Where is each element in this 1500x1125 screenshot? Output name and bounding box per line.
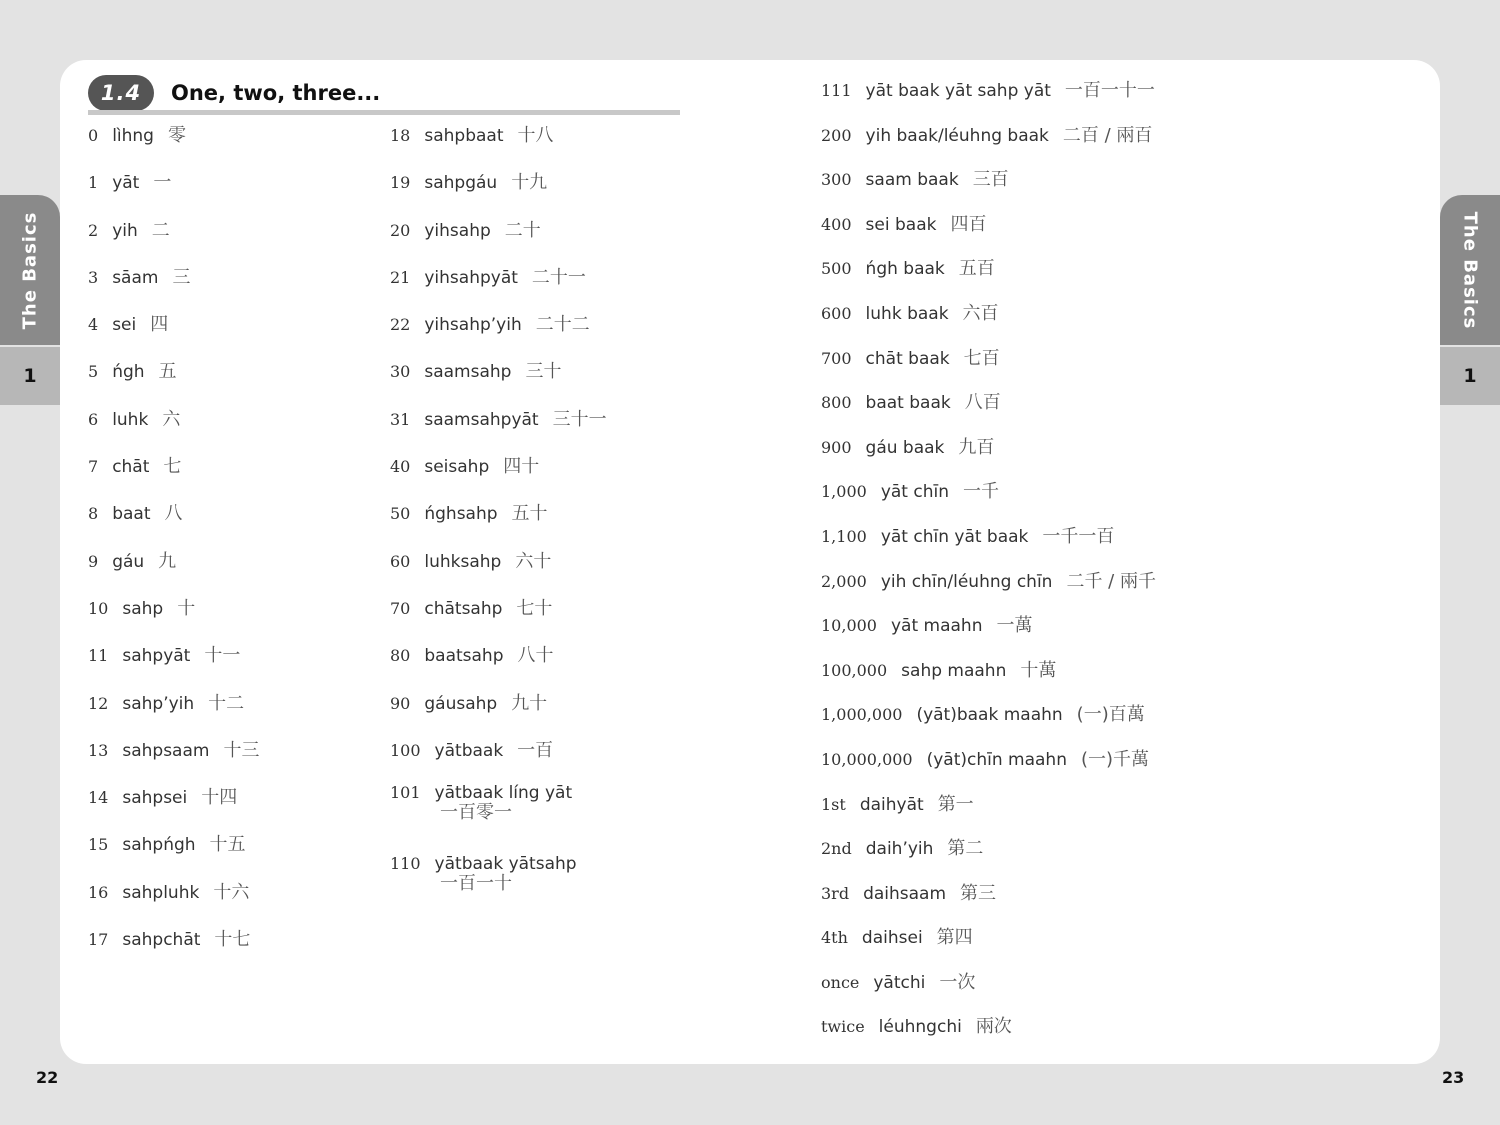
item-romanization: yātbaak yātsahp (434, 854, 577, 875)
item-romanization: saam baak (865, 170, 959, 191)
item-chinese: 七 (163, 456, 182, 478)
list-item (390, 854, 607, 925)
item-chinese: 一百一十 (440, 873, 512, 895)
item-romanization: (yāt)chīn maahn (926, 749, 1067, 770)
item-number: 10 (88, 598, 109, 618)
item-romanization: gáu (112, 551, 145, 572)
item-number: 500 (821, 259, 852, 279)
list-item (88, 405, 259, 452)
item-chinese: 二千 / 兩千 (1066, 570, 1156, 592)
list-item (821, 477, 1156, 522)
item-chinese: 一百 (517, 739, 554, 761)
item-chinese: 十五 (209, 834, 246, 856)
item-romanization: ńghsahp (424, 504, 498, 525)
item-chinese: 六百 (962, 302, 999, 324)
item-chinese: 十八 (517, 125, 554, 146)
chapter-tab-right (1440, 195, 1500, 345)
item-chinese: 五 (158, 361, 177, 383)
list-item (821, 433, 1156, 478)
item-number: 18 (390, 126, 411, 145)
item-romanization: ńgh (112, 362, 145, 383)
item-number: 40 (390, 457, 411, 477)
list-item (390, 263, 607, 310)
item-number: 2,000 (821, 571, 867, 591)
item-romanization: saamsahp (424, 362, 512, 383)
item-chinese: 八十 (517, 645, 554, 667)
item-romanization: yih baak/léuhng baak (865, 125, 1049, 146)
page-number-left: 22 (36, 1068, 59, 1087)
item-number: twice (821, 1017, 865, 1037)
item-number: 10,000 (821, 616, 877, 636)
list-item (88, 121, 259, 168)
item-romanization: sahp’yih (122, 693, 195, 714)
item-number: 8 (88, 504, 99, 524)
item-chinese: 九 (158, 550, 177, 572)
list-item (88, 925, 259, 972)
item-chinese: 四十 (503, 456, 540, 478)
item-romanization: daihyāt (859, 794, 924, 815)
item-chinese: 三百 (972, 169, 1009, 191)
item-romanization: sahp maahn (901, 660, 1007, 681)
item-number: 12 (88, 693, 109, 713)
item-number: 70 (390, 598, 411, 618)
list-item (821, 299, 1156, 344)
item-chinese: 三十一 (552, 408, 607, 430)
item-chinese: 一千一百 (1042, 525, 1115, 547)
page-background (60, 60, 1440, 1064)
item-chinese: 七十 (516, 597, 553, 619)
list-item (390, 168, 607, 215)
item-chinese: 一次 (939, 971, 976, 993)
list-item (821, 254, 1156, 299)
item-chinese: 三 (172, 266, 191, 288)
item-chinese: 零 (167, 125, 186, 146)
item-number: 1,000 (821, 482, 867, 502)
item-number: 111 (821, 81, 852, 100)
list-item (821, 344, 1156, 389)
list-item (88, 499, 259, 546)
item-chinese: 一百零一 (440, 802, 512, 824)
item-chinese: 五百 (958, 258, 995, 280)
list-item (821, 656, 1156, 701)
item-chinese: 十一 (204, 645, 241, 667)
section-title: One, two, three... (171, 81, 381, 105)
item-chinese: 第三 (960, 882, 997, 904)
item-romanization: yihsahpyāt (424, 267, 518, 288)
item-number: 400 (821, 214, 852, 234)
item-romanization: sahpsei (122, 788, 188, 809)
item-number: 5 (88, 362, 99, 382)
list-item (821, 76, 1156, 121)
list-item (390, 547, 607, 594)
list-item (821, 790, 1156, 835)
item-number: 600 (821, 303, 852, 323)
item-romanization: chāt baak (865, 348, 950, 369)
item-romanization: léuhngchi (878, 1017, 962, 1038)
item-romanization: (yāt)baak maahn (916, 705, 1063, 726)
item-number: 14 (88, 788, 109, 808)
item-number: 19 (390, 173, 411, 193)
list-item (390, 452, 607, 499)
list-item (88, 689, 259, 736)
item-romanization: sei baak (865, 214, 937, 235)
item-number: 7 (88, 457, 99, 477)
item-chinese: 十 (177, 597, 196, 619)
item-number: 900 (821, 437, 852, 457)
item-romanization: yih (112, 220, 138, 241)
list-item (88, 452, 259, 499)
item-number: 1st (821, 794, 846, 814)
item-number: 1 (88, 173, 99, 193)
item-romanization: daih’yih (865, 839, 934, 860)
list-item (88, 310, 259, 357)
item-number: 3rd (821, 883, 850, 903)
item-romanization: baat baak (865, 393, 951, 414)
item-romanization: saamsahpyāt (424, 409, 539, 430)
list-item (88, 830, 259, 877)
item-number: 0 (88, 126, 99, 145)
item-chinese: 四百 (950, 213, 987, 235)
item-number: 2nd (821, 839, 852, 859)
item-romanization: sahpsaam (122, 740, 210, 761)
list-item (821, 923, 1156, 968)
list-item (821, 388, 1156, 433)
list-item (88, 547, 259, 594)
item-chinese: 二十一 (531, 266, 586, 288)
item-chinese: 十七 (214, 929, 251, 951)
item-romanization: baatsahp (424, 646, 504, 667)
item-number: 20 (390, 220, 411, 240)
list-item (821, 567, 1156, 612)
item-chinese: 二十 (504, 219, 541, 241)
list-item (821, 879, 1156, 924)
item-romanization: sāam (112, 267, 159, 288)
item-romanization: yāt chīn (880, 482, 949, 503)
item-number: 110 (390, 854, 421, 874)
list-item (390, 121, 607, 168)
item-chinese: 二 (151, 219, 170, 241)
list-item (88, 641, 259, 688)
item-chinese: 四 (150, 314, 169, 336)
list-item (390, 310, 607, 357)
item-number: 16 (88, 882, 109, 902)
item-romanization: luhk baak (865, 303, 949, 324)
list-item (390, 594, 607, 641)
item-number: 9 (88, 551, 99, 571)
item-chinese: 八百 (964, 392, 1001, 414)
item-number: 60 (390, 551, 411, 571)
item-romanization: yāt baak yāt sahp yāt (865, 81, 1051, 101)
list-item (88, 168, 259, 215)
item-number: 700 (821, 348, 852, 368)
item-number: 22 (390, 315, 411, 335)
list-item (821, 834, 1156, 879)
item-romanization: sahpńgh (122, 835, 196, 856)
list-item (390, 689, 607, 736)
section-header (88, 73, 380, 113)
item-romanization: ńgh baak (865, 259, 945, 280)
item-chinese: 二百 / 兩百 (1062, 124, 1153, 146)
list-item (88, 594, 259, 641)
item-chinese: 五十 (511, 503, 548, 525)
item-number: 30 (390, 362, 411, 382)
list-item (390, 357, 607, 404)
item-number: 100,000 (821, 660, 888, 680)
item-number: 4th (821, 928, 848, 948)
list-item (821, 522, 1156, 567)
item-romanization: baat (112, 504, 151, 525)
list-item (88, 263, 259, 310)
list-item (88, 736, 259, 783)
item-chinese: 一萬 (996, 615, 1033, 637)
list-item (390, 405, 607, 452)
item-number: 4 (88, 315, 99, 335)
item-romanization: sahpyāt (122, 646, 191, 667)
item-romanization: yihsahp (424, 220, 491, 241)
chapter-number-left: 1 (0, 347, 60, 405)
list-item (390, 499, 607, 546)
item-chinese: 六 (162, 408, 181, 430)
list-item (821, 968, 1156, 1013)
item-number: 21 (390, 267, 411, 287)
list-item (821, 700, 1156, 745)
item-romanization: yāt maahn (890, 616, 983, 637)
item-romanization: sahpluhk (122, 882, 200, 903)
item-chinese: 十三 (223, 739, 260, 761)
section-number-badge: 1.4 (88, 75, 154, 111)
list-item (88, 357, 259, 404)
item-romanization: gáusahp (424, 693, 498, 714)
item-romanization: yātbaak (434, 740, 504, 761)
list-item (821, 165, 1156, 210)
list-item (821, 745, 1156, 790)
item-chinese: 十二 (208, 692, 245, 714)
item-chinese: 兩次 (975, 1016, 1012, 1038)
item-romanization: sahp (122, 598, 164, 619)
title-underline (88, 110, 680, 115)
item-number: 200 (821, 125, 852, 145)
chapter-tab-left (0, 195, 60, 345)
chapter-tab-label: The Basics (19, 211, 41, 329)
item-number: 1,100 (821, 526, 867, 546)
list-item (88, 783, 259, 830)
list-item (390, 736, 607, 783)
item-chinese: 一百一十一 (1064, 80, 1155, 101)
item-chinese: 十四 (201, 787, 238, 809)
item-number: 50 (390, 504, 411, 524)
item-romanization: gáu baak (865, 437, 945, 458)
item-number: 10,000,000 (821, 749, 913, 769)
item-chinese: 一 (153, 172, 172, 194)
item-romanization: sahpgáu (424, 173, 498, 194)
item-number: 13 (88, 740, 109, 760)
list-item (821, 1012, 1156, 1057)
list-item (821, 121, 1156, 166)
numbers-column-2 (390, 121, 607, 925)
item-romanization: sahpbaat (424, 126, 504, 146)
item-chinese: 六十 (515, 550, 552, 572)
item-number: 3 (88, 267, 99, 287)
item-chinese: 十萬 (1020, 659, 1057, 681)
item-chinese: 第二 (947, 838, 984, 860)
item-romanization: yātchi (873, 972, 926, 993)
chapter-number-right: 1 (1440, 347, 1500, 405)
item-romanization: luhk (112, 409, 149, 430)
item-romanization: yāt (112, 173, 140, 194)
item-romanization: yātbaak líng yāt (434, 783, 573, 804)
list-item (88, 878, 259, 925)
item-chinese: (一)百萬 (1076, 704, 1145, 726)
item-number: 15 (88, 835, 109, 855)
list-item (390, 216, 607, 263)
item-number: once (821, 972, 860, 992)
item-chinese: 第四 (936, 927, 973, 949)
list-item (390, 783, 607, 854)
item-chinese: (一)千萬 (1080, 748, 1150, 770)
item-romanization: sahpchāt (122, 930, 201, 951)
item-number: 31 (390, 409, 411, 429)
item-chinese: 十六 (213, 881, 250, 903)
item-romanization: chāt (112, 457, 150, 478)
item-number: 800 (821, 393, 852, 413)
item-number: 1,000,000 (821, 705, 903, 725)
item-chinese: 十九 (511, 172, 548, 194)
item-chinese: 九百 (958, 436, 995, 458)
item-romanization: yih chīn/léuhng chīn (880, 571, 1053, 592)
item-romanization: lìhng (112, 126, 154, 146)
item-chinese: 二十二 (535, 314, 590, 336)
item-chinese: 八 (164, 503, 183, 525)
item-number: 11 (88, 646, 109, 666)
list-item (821, 210, 1156, 255)
item-number: 90 (390, 693, 411, 713)
item-romanization: chātsahp (424, 598, 503, 619)
item-number: 101 (390, 783, 421, 803)
chapter-tab-label: The Basics (1459, 211, 1481, 329)
numbers-column-1 (88, 121, 259, 972)
item-number: 6 (88, 409, 99, 429)
item-romanization: yāt chīn yāt baak (880, 526, 1029, 547)
item-romanization: yihsahp’yih (424, 315, 522, 336)
item-romanization: sei (112, 315, 137, 336)
numbers-column-3 (821, 76, 1156, 1057)
item-romanization: daihsei (861, 928, 923, 949)
item-chinese: 一千 (962, 481, 999, 503)
item-number: 100 (390, 740, 421, 760)
list-item (821, 611, 1156, 656)
item-number: 300 (821, 170, 852, 190)
item-number: 2 (88, 220, 99, 240)
page-number-right: 23 (1442, 1068, 1465, 1087)
item-chinese: 九十 (511, 692, 548, 714)
list-item (390, 641, 607, 688)
list-item (88, 216, 259, 263)
item-chinese: 三十 (525, 361, 562, 383)
item-romanization: luhksahp (424, 551, 502, 572)
item-romanization: daihsaam (863, 883, 947, 904)
item-romanization: seisahp (424, 457, 490, 478)
item-chinese: 第一 (937, 793, 974, 815)
item-number: 80 (390, 646, 411, 666)
item-number: 17 (88, 930, 109, 950)
item-chinese: 七百 (963, 347, 1000, 369)
